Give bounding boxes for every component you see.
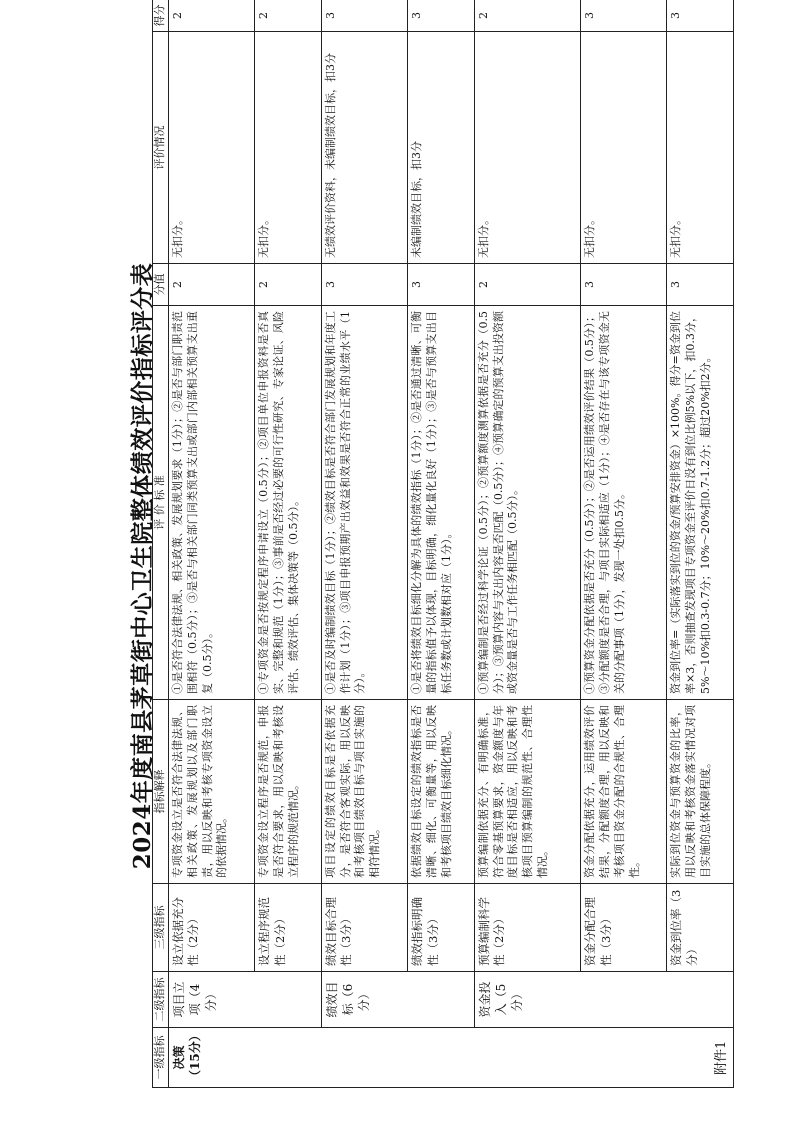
evaluation-cell: 未编制绩效目标，扣3分 bbox=[408, 32, 475, 264]
explain-cell: 预算编制依据充分、有明确标准，符合零基预算要求，资金额度与年度目标是否相适应，用以反映和考核项目预算编制的规范性、合理性情况。 bbox=[474, 700, 580, 884]
explain-cell: 资金分配依据充分，运用绩效评价结果，分配额度合理，用以反映和考核项目资金分配的合规性、合理性。 bbox=[581, 700, 667, 884]
level1-cell: 决策（15分） bbox=[168, 1028, 733, 1088]
level3-cell: 资金到位率（3分） bbox=[667, 884, 734, 972]
header-explain: 指标解释 bbox=[153, 700, 169, 884]
explain-cell: 依据绩效目标设定的绩效指标是否清晰、细化、可衡量等，用以反映和考核项目绩效目标细化情况。 bbox=[408, 700, 475, 884]
header-level2: 二级指标 bbox=[153, 972, 169, 1028]
criteria-cell: ①是否符合法律法规、相关政策、发展规划要求（1分）；②是否与部门职责范围相符（0.5分）；③是否与相关部门同类预算支出或部门内部相关预算支出重复（0.5分）。 bbox=[168, 306, 254, 700]
score-cell: 2 bbox=[474, 264, 580, 306]
level2-cell: 项目立项（4分） bbox=[168, 972, 321, 1028]
explain-cell: 实际到位资金与预算资金的比率，用以反映和考核资金落实情况对项目实施的总体保障程度。 bbox=[667, 700, 734, 884]
explain-cell: 专项资金设立程序是否规范，申报是否符合要求，用以反映和考核设立程序的规范情况。 bbox=[255, 700, 322, 884]
result-cell: 3 bbox=[408, 0, 475, 32]
score-cell: 3 bbox=[408, 264, 475, 306]
explain-cell: 项目设定的绩效目标是否依据充分，是否符合客观实际，用以反映和考核项目绩效目标与项目实施的相符情况。 bbox=[321, 700, 407, 884]
level3-cell: 绩效目标合理性（3分） bbox=[321, 884, 407, 972]
header-level3: 三级指标 bbox=[153, 884, 169, 972]
table-row bbox=[408, 0, 475, 1088]
page-title: 2024年度南县茅草街中心卫生院整体绩效评价指标评分表 bbox=[129, 262, 156, 870]
score-cell: 2 bbox=[255, 264, 322, 306]
level3-cell: 绩效指标明确性（3分） bbox=[408, 884, 475, 972]
result-cell: 3 bbox=[321, 0, 407, 32]
header-result: 得分 bbox=[153, 0, 169, 32]
level3-cell: 资金分配合理性（3分） bbox=[581, 884, 667, 972]
score-table bbox=[152, 0, 734, 1088]
evaluation-cell: 无扣分。 bbox=[667, 32, 734, 264]
score-cell: 3 bbox=[321, 264, 407, 306]
table-row bbox=[321, 0, 407, 1088]
evaluation-cell: 无扣分。 bbox=[255, 32, 322, 264]
result-cell: 2 bbox=[168, 0, 254, 32]
result-cell: 2 bbox=[474, 0, 580, 32]
explain-cell: 专项资金设立是否符合法律法规、相关政策、发展规划以及部门职责，用以反映和考核专项资金设立的依据情况。 bbox=[168, 700, 254, 884]
header-evaluation: 评价情况 bbox=[153, 32, 169, 264]
level3-cell: 预算编制科学性（2分） bbox=[474, 884, 580, 972]
attachment-label: 附件1 bbox=[714, 1040, 729, 1075]
table-row bbox=[474, 0, 580, 1088]
level2-cell: 绩效目标（6分） bbox=[321, 972, 474, 1028]
criteria-cell: ①是否及时编制绩效目标（1分）；②绩效目标是否符合部门发展规划和年度工作计划（1分）；③项目申报预期产出效益和效果是否符合正常的业绩水平（1分）。 bbox=[321, 306, 407, 700]
evaluation-cell: 无扣分。 bbox=[474, 32, 580, 264]
criteria-cell: 资金到位率=（实际落实到位的资金/预算安排资金）×100%。得分=资金到位率×3，否则抽查发现项目专项资金至评价日没有到位比例5%以下，扣0.3分，5%～10%扣0.3-0.7分；10%～20%扣0.7-1.2分；超过20%扣2分。 bbox=[667, 306, 734, 700]
criteria-cell: ①预算资金分配依据是否充分（0.5分）；②是否运用绩效评价结果（0.5分）；③分配额度是否合理，与项目实际相适应（1分）；④是否存在与该专项资金无关的分配事项（1分），发现一处扣0.5分。 bbox=[581, 306, 667, 700]
result-cell: 3 bbox=[581, 0, 667, 32]
criteria-cell: ①预算编制是否经过科学论证（0.5分）；②预算额度测算依据是否充分（0.5分）；③预算内容与支出内容是否匹配（0.5分）；④预算确定的预算支出投资额或资金量是否与工作任务相匹配（0.5分）。 bbox=[474, 306, 580, 700]
header-score: 分值 bbox=[153, 264, 169, 306]
evaluation-cell: 无绩效评价资料，未编制绩效目标，扣3分 bbox=[321, 32, 407, 264]
table-header-row bbox=[153, 0, 169, 1088]
evaluation-cell: 无扣分。 bbox=[581, 32, 667, 264]
header-criteria: 评 价 标 准 bbox=[153, 306, 169, 700]
table-row bbox=[581, 0, 667, 1088]
evaluation-cell: 无扣分。 bbox=[168, 32, 254, 264]
score-cell: 2 bbox=[168, 264, 254, 306]
table-row bbox=[255, 0, 322, 1088]
header-level1: 一级指标 bbox=[153, 1028, 169, 1088]
criteria-cell: ①是否将绩效目标细化分解为具体的绩效指标（1分）；②是否通过清晰、可衡量的指标值予以体现，目标明确，细化量化良好（1分）；③是否与预算支出目标任务数或计划数相对应（1分）。 bbox=[408, 306, 475, 700]
score-cell: 3 bbox=[581, 264, 667, 306]
level3-cell: 设立依据充分性（2分） bbox=[168, 884, 254, 972]
table-row bbox=[168, 0, 254, 1088]
score-cell: 3 bbox=[667, 264, 734, 306]
criteria-cell: ①专项资金是否按规定程序申请设立（0.5分）；②项目单位申报资料是否真实、完整和规范（1分）；③事前是否经过必要的可行性研究、专家论证、风险评估、绩效评估、集体决策等（0.5分）。 bbox=[255, 306, 322, 700]
table-row bbox=[667, 0, 734, 1088]
level2-cell: 资金投入（5分） bbox=[474, 972, 733, 1028]
result-cell: 3 bbox=[667, 0, 734, 32]
level3-cell: 设立程序规范性（2分） bbox=[255, 884, 322, 972]
result-cell: 2 bbox=[255, 0, 322, 32]
